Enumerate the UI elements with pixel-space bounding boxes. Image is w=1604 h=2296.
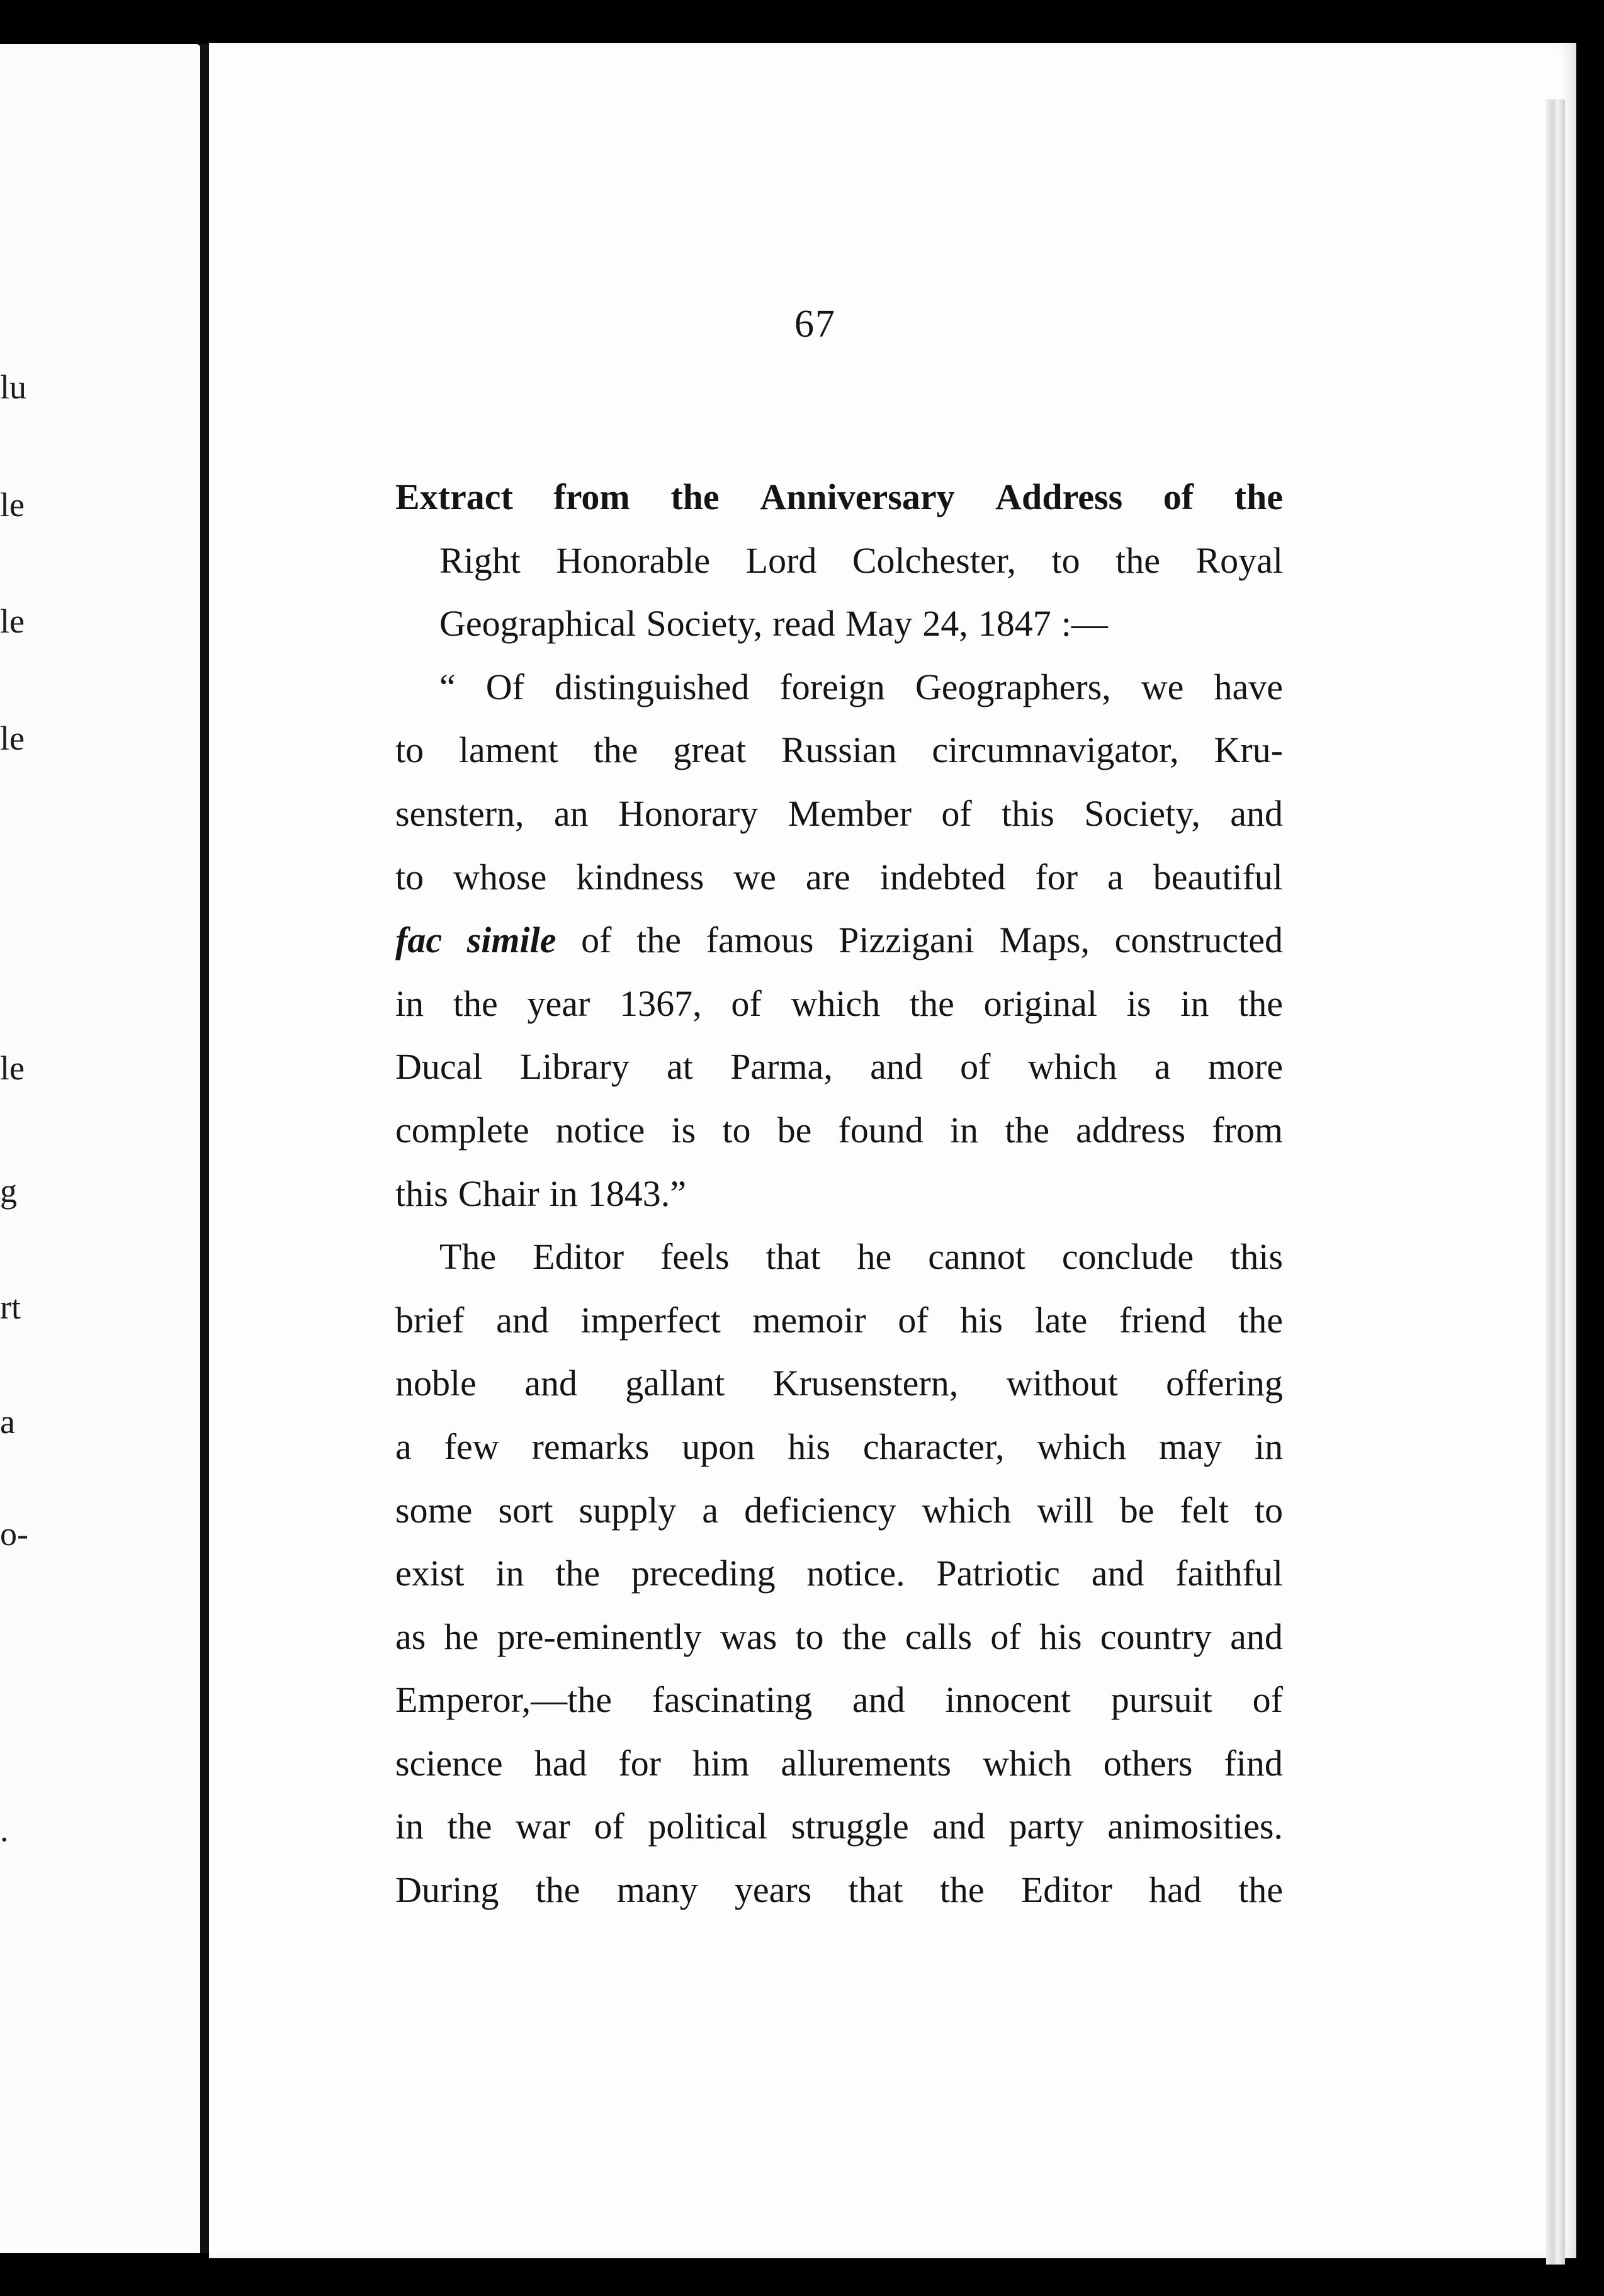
text-line: “ Of distinguished foreign Geographers, we have [439,666,1283,707]
facing-page-fragment: a [0,1403,15,1441]
facing-page-fragment: le [0,486,25,524]
text-line: senstern, an Honorary Member of this Society, and [395,792,1283,834]
book-gutter [200,44,209,2253]
text-line: brief and imperfect memoir of his late friend the [395,1299,1283,1341]
facing-page-fragment: o- [0,1515,28,1553]
facing-page-fragment: lu [0,368,27,406]
facing-page-fragment: le [0,602,25,640]
scan-speck [862,2267,900,2273]
text-line: as he pre-eminently was to the calls of his country and [395,1616,1283,1657]
text-line: Ducal Library at Parma, and of which a more [395,1046,1283,1088]
facing-page-fragment: rt [0,1288,21,1326]
page-stack-edge [1546,99,1565,2265]
text-line: Extract from the Anniversary Address of the [395,476,1283,517]
text-line: a few remarks upon his character, which may in [395,1426,1283,1467]
text-line: in the year 1367, of which the original is in the [395,982,1283,1024]
facing-page-fragment: g [0,1172,17,1210]
facing-page-fragment: . [0,1811,9,1849]
text-line: exist in the preceding notice. Patriotic and faithful [395,1553,1283,1594]
text-line: to whose kindness we are indebted for a beautiful [395,856,1283,898]
text-line: science had for him allurements which others find [395,1742,1283,1784]
body-text [395,466,1283,1922]
text-line: fac simile of the famous Pizzigani Maps, constructed [395,920,1283,961]
text-line: Emperor,—the fascinating and innocent pursuit of [395,1679,1283,1721]
text-line: Geographical Society, read May 24, 1847 :— [439,603,1108,644]
facing-page-edge [0,44,200,2253]
text-line: to lament the great Russian circumnavigator, Kru- [395,729,1283,771]
text-line: Right Honorable Lord Colchester, to the Royal [439,539,1283,581]
facing-page-fragment: le [0,1049,25,1087]
text-line: in the war of political struggle and party animosities. [395,1806,1283,1847]
text-line: noble and gallant Krusenstern, without offering [395,1363,1283,1404]
text-line: some sort supply a deficiency which will be felt to [395,1489,1283,1531]
text-line: The Editor feels that he cannot conclude this [439,1236,1283,1278]
facing-page-fragment: le [0,719,25,757]
text-line: complete notice is to be found in the address from [395,1109,1283,1151]
page-number: 67 [794,303,836,346]
text-line: this Chair in 1843.” [395,1173,687,1214]
text-line: During the many years that the Editor had the [395,1869,1283,1911]
